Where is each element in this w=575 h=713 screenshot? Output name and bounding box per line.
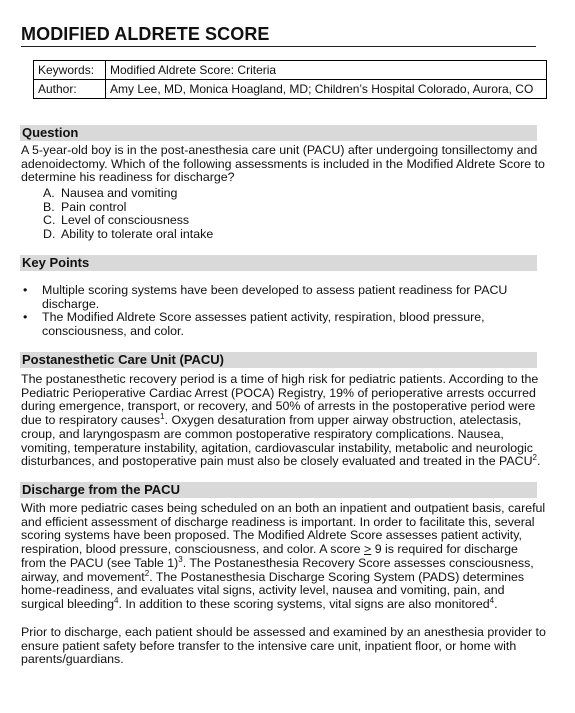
discharge-heading: Discharge from the PACU bbox=[20, 482, 537, 498]
list-item: • The Modified Aldrete Score assesses patient activity, respiration, blood pressure, consciousness, and color. bbox=[23, 310, 485, 339]
page-title: MODIFIED ALDRETE SCORE bbox=[21, 24, 270, 44]
bullet-icon: • bbox=[23, 310, 28, 325]
answer-option: D. Ability to tolerate oral intake bbox=[43, 227, 214, 242]
keywords-label: Keywords: bbox=[34, 61, 106, 80]
citation: 2 bbox=[144, 568, 150, 578]
list-item: • Multiple scoring systems have been developed to assess patient readiness for PACU discharge. bbox=[23, 283, 508, 311]
citation: 1 bbox=[160, 411, 165, 421]
citation: 4 bbox=[114, 595, 119, 605]
pacu-paragraph: The postanesthetic recovery period is a time of high risk for pediatric patients. According to the Pediatric Perioperative Cardiac Arrest (POCA) Registry, 19% of perioperative arrests occurred during emergence, transport, or recovery, and 50% of arrests in the postoperative period were due to respiratory causes$^1$. Oxygen desaturation from upper airway obstruction, atelectasis, croup, and laryngospasm are common postoperative respiratory complications. Nausea, vomiting, temperature instability, agitation, cardiovascular instability, metabolic and neurologic disturbances, and postoperative pain must also be closely evaluated and treated in the PACU$^2$. bbox=[21, 372, 541, 469]
title-divider bbox=[21, 46, 536, 47]
discharge-paragraph-2: Prior to discharge, each patient should be assessed and examined by an anesthesia provider to ensure patient safety before transfer to the intensive care unit, inpatient floor, or home with parents/guardians. bbox=[21, 625, 546, 667]
question-text: A 5-year-old boy is in the post-anesthesia care unit (PACU) after undergoing tonsillectomy and adenoidectomy. Which of the following assessments is included in the Modified Aldrete Score to determine his readiness for discharge? bbox=[21, 143, 545, 185]
author-value: Amy Lee, MD, Monica Hoagland, MD; Children’s Hospital Colorado, Aurora, CO bbox=[106, 80, 547, 99]
metadata-row-author bbox=[34, 80, 547, 99]
citation: 2 bbox=[532, 453, 537, 463]
answer-option: B. Pain control bbox=[43, 199, 127, 214]
bullet-icon: • bbox=[23, 283, 28, 297]
metadata-row-keywords bbox=[34, 61, 547, 80]
metadata-table bbox=[33, 60, 547, 99]
question-heading: Question bbox=[20, 125, 537, 141]
citation: 3 bbox=[178, 554, 183, 564]
citation: 4 bbox=[489, 595, 495, 605]
discharge-paragraph-1: With more pediatric cases being scheduled on an both an inpatient and outpatient basis, careful and efficient assessment of discharge readiness is important. In order to facilitate this, several scoring systems have been proposed. The Modified Aldrete Score assesses patient activity, respiration, blood pressure, consciousness, and color. A score > 9 is required for discharge from the PACU (see Table 1)$^3$. The Postanesthesia Recovery Score assesses consciousness, airway, and movement$^2$. The Postanesthesia Discharge Scoring System (PADS) determines home-readiness, and evaluates vital signs, activity level, nausea and vomiting, pain, and surgical bleeding$^4$. In addition to these scoring systems, vital signs are also monitored$^4$. bbox=[21, 501, 546, 611]
answer-option: C. Level of consciousness bbox=[43, 213, 190, 228]
key-points-heading: Key Points bbox=[20, 255, 537, 271]
pacu-heading: Postanesthetic Care Unit (PACU) bbox=[20, 352, 537, 368]
keywords-value: Modified Aldrete Score: Criteria bbox=[106, 61, 547, 80]
answer-options bbox=[43, 187, 213, 242]
answer-option: A. Nausea and vomiting bbox=[43, 186, 178, 200]
key-points-list bbox=[21, 284, 541, 339]
author-label: Author: bbox=[34, 80, 106, 99]
